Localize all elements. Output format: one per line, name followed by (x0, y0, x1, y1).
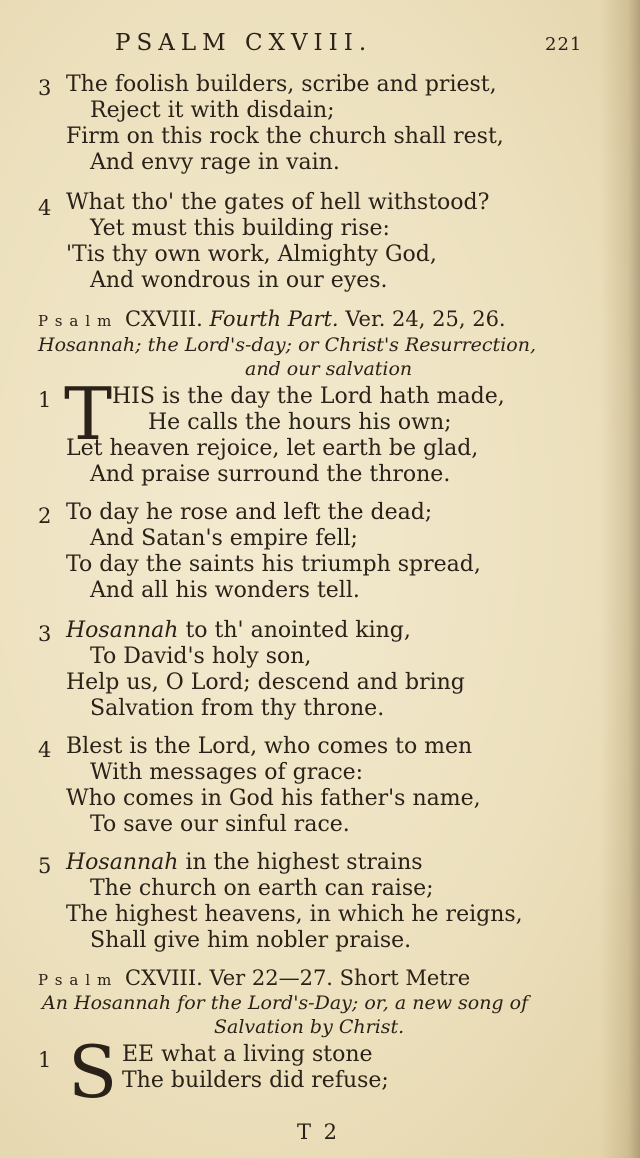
section-subtitle: and our salvation (245, 358, 413, 380)
stanza-number: 4 (38, 196, 52, 220)
stanza-number: 1 (38, 388, 52, 412)
heading-psalm: Psalm (38, 312, 119, 330)
stanza-number: 5 (38, 854, 52, 878)
running-header (0, 30, 640, 60)
verse-line-rest: to th' anointed king, (178, 618, 411, 643)
section-subtitle: An Hosannah for the Lord's-Day; or, a new song of (42, 992, 529, 1014)
verse-line: EE what a living stone (122, 1042, 373, 1067)
verse-line-rest: in the highest strains (178, 850, 423, 875)
verse-line: He calls the hours his own; (148, 410, 452, 435)
verse-line (66, 850, 423, 876)
verse-line: 'Tis thy own work, Almighty God, (66, 242, 437, 267)
page-edge-shadow (600, 0, 640, 1158)
verse-line: Blest is the Lord, who comes to men (66, 734, 473, 759)
heading-number: CXVIII. (125, 307, 203, 331)
drop-cap: T (64, 372, 113, 456)
verse-line: The builders did refuse; (122, 1068, 389, 1093)
section-heading (38, 307, 506, 334)
verse-line: Let heaven rejoice, let earth be glad, (66, 436, 479, 461)
verse-line: With messages of grace: (90, 760, 364, 785)
verse-line: The foolish builders, scribe and priest, (66, 72, 497, 97)
section-subtitle: Hosannah; the Lord's-day; or Christ's Resurrection, (38, 334, 536, 356)
verse-line: To David's holy son, (90, 644, 312, 669)
heading-psalm: Psalm (38, 971, 119, 989)
running-title: PSALM CXVIII. (115, 30, 373, 56)
verse-line: To day he rose and left the dead; (66, 500, 433, 525)
italic-word: Hosannah (66, 618, 179, 643)
verse-line: What tho' the gates of hell withstood? (66, 190, 490, 215)
verse-line: Who comes in God his father's name, (66, 786, 481, 811)
drop-cap: S (68, 1030, 118, 1114)
verse-line: Help us, O Lord; descend and bring (66, 670, 465, 695)
page-number: 221 (545, 34, 583, 55)
verse-line: To save our sinful race. (90, 812, 350, 837)
italic-word: Hosannah (66, 850, 179, 875)
verse-line: And Satan's empire fell; (90, 526, 358, 551)
verse-line: Salvation from thy throne. (90, 696, 385, 721)
verse-line: Firm on this rock the church shall rest, (66, 124, 504, 149)
verse-line: And praise surround the throne. (90, 462, 451, 487)
verse-line: And wondrous in our eyes. (90, 268, 388, 293)
verse-line: Shall give him nobler praise. (90, 928, 412, 953)
verse-line: To day the saints his triumph spread, (66, 552, 481, 577)
section-subtitle: Salvation by Christ. (214, 1016, 405, 1038)
heading-verses: Ver. 24, 25, 26. (345, 307, 506, 331)
verse-line: Reject it with disdain; (90, 98, 335, 123)
signature-mark: T 2 (297, 1120, 341, 1144)
verse-line (66, 618, 411, 644)
heading-verses: Ver 22—27. Short Metre (209, 966, 471, 990)
section-heading (38, 966, 470, 993)
verse-line: Yet must this building rise: (90, 216, 390, 241)
verse-line: And envy rage in vain. (90, 150, 340, 175)
stanza-number: 1 (38, 1048, 52, 1072)
verse-line: The church on earth can raise; (90, 876, 434, 901)
stanza-number: 3 (38, 76, 52, 100)
stanza-number: 3 (38, 622, 52, 646)
heading-part: Fourth Part. (209, 307, 339, 331)
stanza-number: 2 (38, 504, 52, 528)
stanza-number: 4 (38, 738, 52, 762)
verse-line: And all his wonders tell. (90, 578, 360, 603)
verse-line: The highest heavens, in which he reigns, (66, 902, 523, 927)
heading-number: CXVIII. (125, 966, 203, 990)
verse-line: HIS is the day the Lord hath made, (112, 384, 505, 409)
